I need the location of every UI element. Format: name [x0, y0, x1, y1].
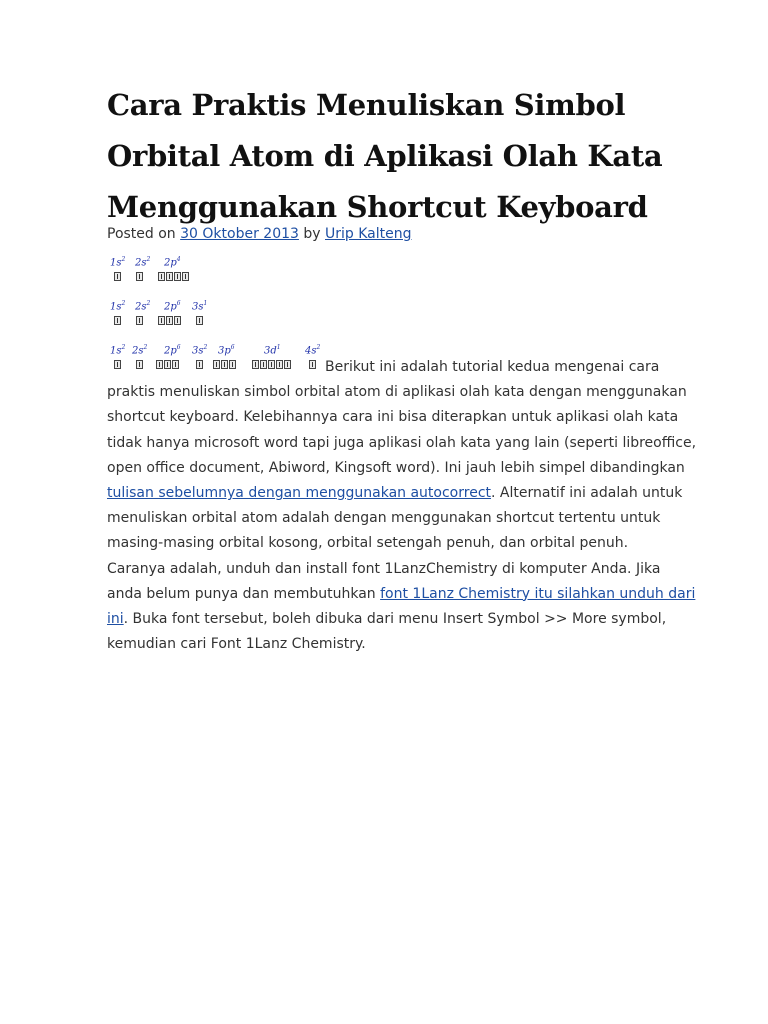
orbital-label: $4s^2$ [305, 344, 321, 357]
orbital-label: $2s^2$ [132, 344, 148, 357]
post-date-link[interactable]: 30 Oktober 2013 [180, 226, 299, 242]
paragraph-text: Caranya adalah, unduh dan install font 1LanzChemistry di komputer Anda. Jika anda belum punya dan membutuhkan [107, 560, 661, 602]
paragraph-text: . Buka font tersebut, boleh dibuka dari menu Insert Symbol >> More symbol, kemudian cari Font 1Lanz Chemistry. [107, 611, 667, 653]
orbital-label: $2p^6$ [164, 344, 181, 357]
orbital-box-group [158, 272, 190, 281]
orbital-label: $2p^6$ [164, 300, 181, 313]
article-title [107, 80, 707, 233]
orbital-box-group [136, 272, 144, 281]
orbital-label: $1s^2$ [110, 256, 126, 269]
orbital-label: $1s^2$ [110, 300, 126, 313]
paragraph-text: . Alternatif ini adalah untuk menuliskan orbital atom adalah dengan menggunakan shortcut tertentu untuk masing-masing orbital kosong, orbital setengah penuh, dan orbital penuh. [107, 485, 683, 552]
orbital-box-group [114, 316, 122, 325]
orbital-label: $3s^2$ [192, 344, 208, 357]
post-meta [107, 224, 412, 244]
title-line: Menggunakan Shortcut Keyboard [107, 190, 648, 224]
orbital-label: $3s^1$ [192, 300, 208, 313]
title-line: Cara Praktis Menuliskan Simbol [107, 88, 626, 122]
article-body [107, 355, 697, 657]
paragraph [107, 557, 697, 658]
orbital-label: $2s^2$ [135, 300, 151, 313]
orbital-label: $2p^4$ [164, 256, 181, 269]
orbital-box-group [196, 316, 204, 325]
orbital-label: $3d^1$ [264, 344, 281, 357]
orbital-box-group [136, 316, 144, 325]
font-download-link[interactable]: font 1Lanz Chemistry itu silahkan unduh dari ini [107, 585, 696, 628]
orbital-box-group [114, 272, 122, 281]
paragraph-text: Berikut ini adalah tutorial kedua mengenai cara praktis menuliskan simbol orbital atom di aplikasi olah kata dengan menggunakan shortcut keyboard. Kelebihannya cara ini bisa diterapkan untuk aplikasi olah kata tidak hanya microsoft word tapi juga aplikasi olah kata yang lain (seperti libreoffice, open office document, Abiword, Kingsoft word). Ini jauh lebih simpel dibandingkan [107, 359, 697, 476]
previous-post-link[interactable]: tulisan sebelumnya dengan menggunakan autocorrect [107, 485, 492, 502]
orbital-label: $3p^6$ [218, 344, 235, 357]
by-label: by [303, 226, 321, 242]
posted-on-label: Posted on [107, 226, 176, 242]
paragraph [107, 355, 697, 557]
title-line: Orbital Atom di Aplikasi Olah Kata [107, 139, 663, 173]
orbital-label: $2s^2$ [135, 256, 151, 269]
orbital-box-group [158, 316, 182, 325]
orbital-label: $1s^2$ [110, 344, 126, 357]
author-link[interactable]: Urip Kalteng [325, 226, 412, 242]
